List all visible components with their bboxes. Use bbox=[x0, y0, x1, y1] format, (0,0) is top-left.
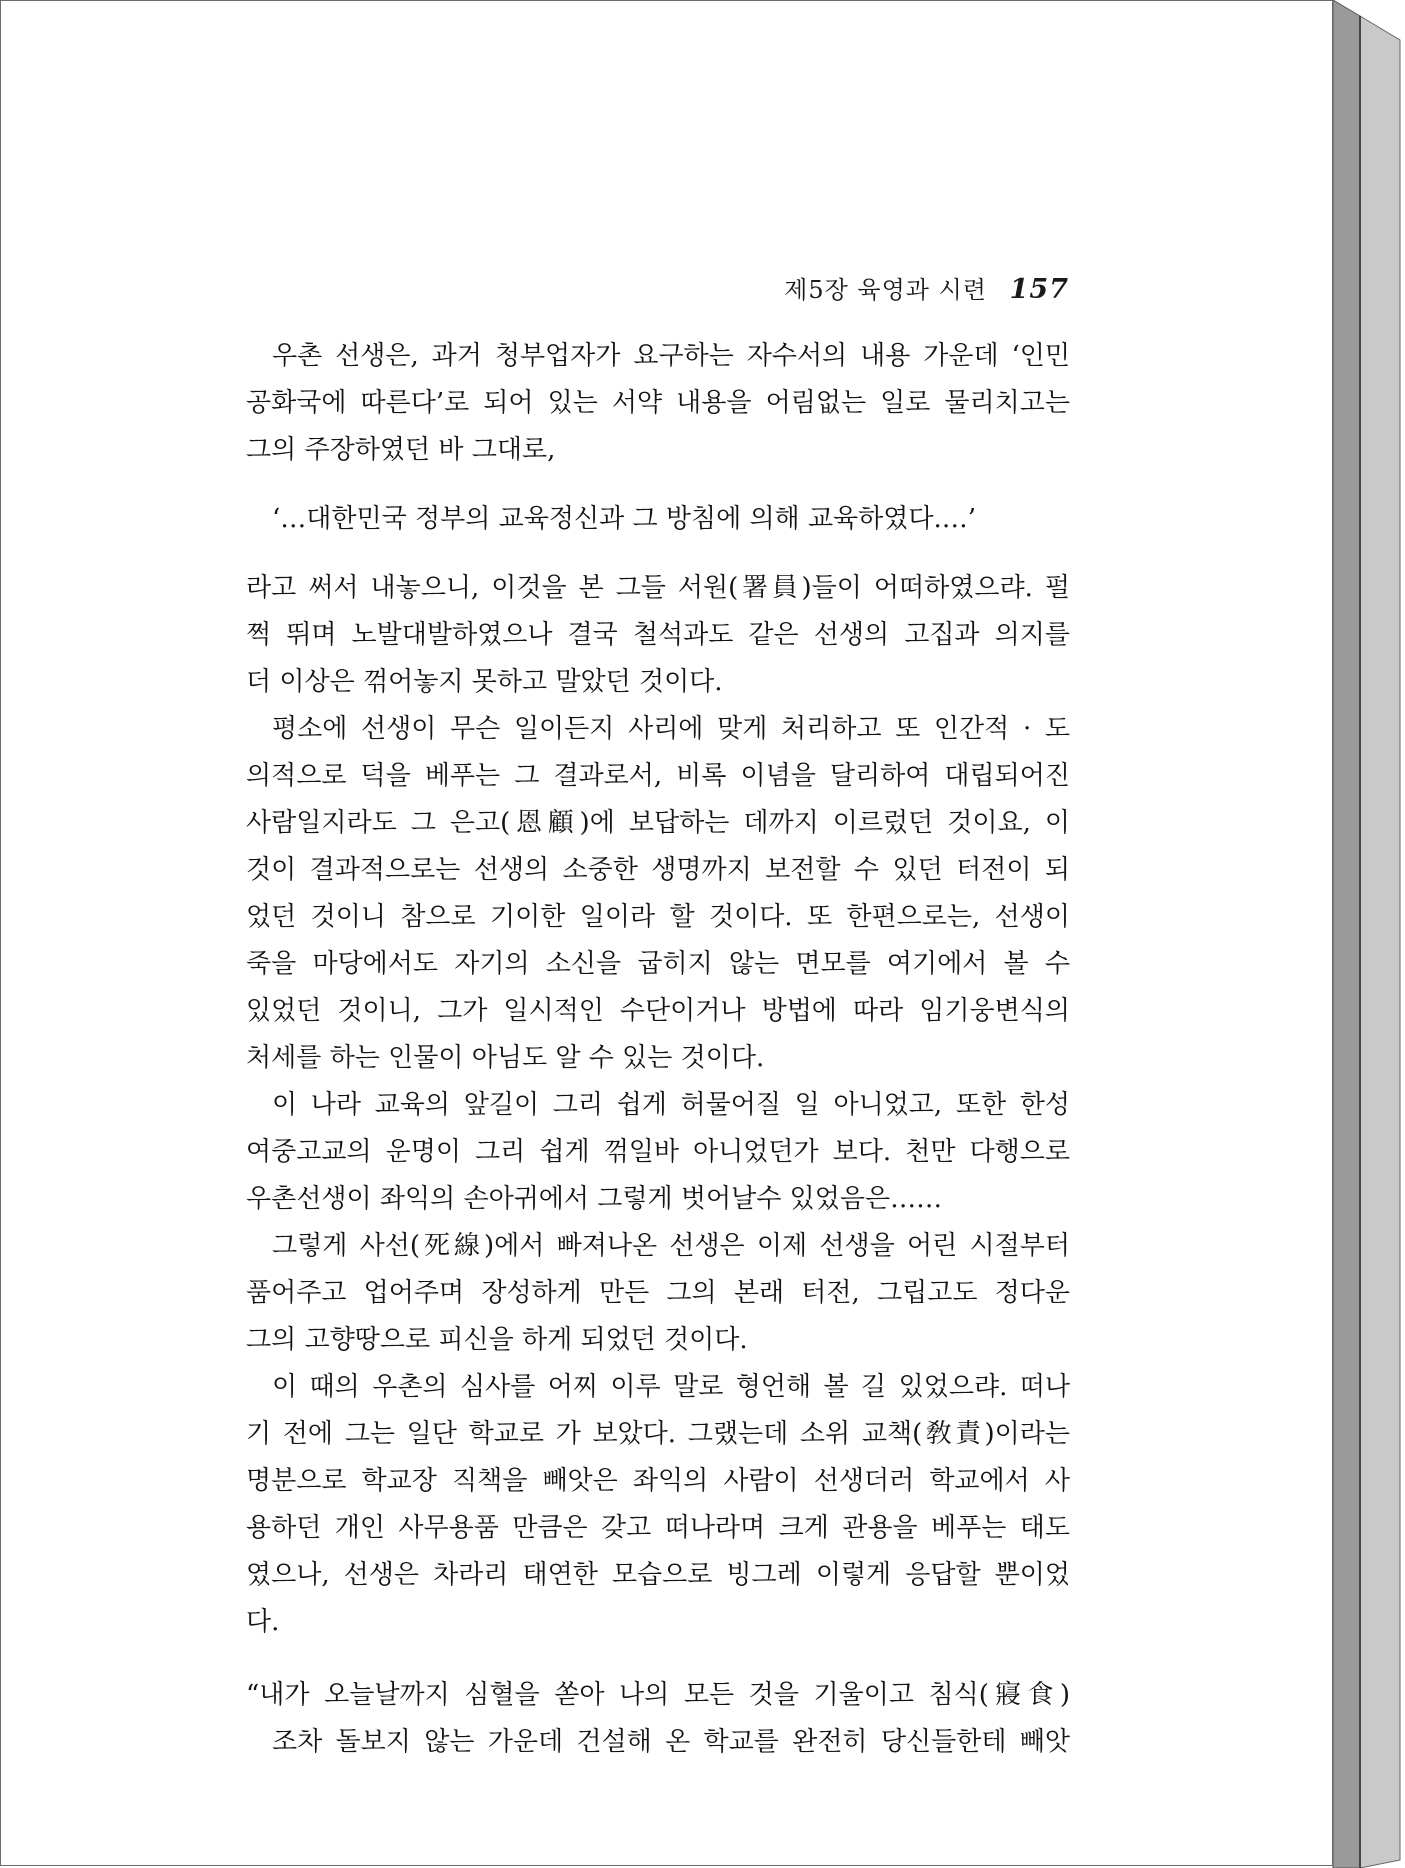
text-line: 있었던 것이니, 그가 일시적인 수단이거나 방법에 따라 임기웅변식의 bbox=[246, 996, 1070, 1026]
text-line: 명분으로 학교장 직책을 빼앗은 좌익의 사람이 선생더러 학교에서 사 bbox=[246, 1466, 1070, 1496]
text-line: 의적으로 덕을 베푸는 그 결과로서, 비록 이념을 달리하여 대립되어진 bbox=[246, 761, 1070, 791]
text-line: 쩍 뛰며 노발대발하였으나 결국 철석과도 같은 선생의 고집과 의지를 bbox=[246, 620, 1070, 650]
spacer bbox=[246, 474, 1070, 496]
text-line: 품어주고 업어주며 장성하게 만든 그의 본래 터전, 그립고도 정다운 bbox=[246, 1278, 1070, 1308]
text-line: 처세를 하는 인물이 아님도 알 수 있는 것이다. bbox=[246, 1043, 765, 1073]
quote-line: “내가 오늘날까지 심혈을 쏟아 나의 모든 것을 기울이고 침식(寢食) bbox=[246, 1680, 1070, 1710]
page-number: 157 bbox=[1009, 274, 1069, 305]
text-line: 그렇게 사선(死線)에서 빠져나온 선생은 이제 선생을 어린 시절부터 bbox=[272, 1231, 1070, 1261]
text-line: 었던 것이니 참으로 기이한 일이라 할 것이다. 또 한편으로는, 선생이 bbox=[246, 902, 1070, 932]
text-line: 이 나라 교육의 앞길이 그리 쉽게 허물어질 일 아니었고, 또한 한성 bbox=[272, 1090, 1070, 1120]
spacer bbox=[246, 1646, 1070, 1672]
paragraph bbox=[246, 1223, 1070, 1364]
text-line: 여중고교의 운명이 그리 쉽게 꺾일바 아니었던가 보다. 천만 다행으로 bbox=[246, 1137, 1070, 1167]
text-line: 우촌선생이 좌익의 손아귀에서 그렇게 벗어날수 있었음은…… bbox=[246, 1184, 943, 1214]
text-line: 그의 주장하였던 바 그대로, bbox=[246, 435, 556, 465]
paragraph bbox=[246, 1082, 1070, 1223]
text-line: 사람일지라도 그 은고(恩顧)에 보답하는 데까지 이르렀던 것이요, 이 bbox=[246, 808, 1070, 838]
text-line: 였으나, 선생은 차라리 태연한 모습으로 빙그레 이렇게 응답할 뿐이었 bbox=[246, 1560, 1070, 1590]
paragraph bbox=[246, 1364, 1070, 1646]
text-line: 이 때의 우촌의 심사를 어찌 이루 말로 형언해 볼 길 있었으랴. 떠나 bbox=[272, 1372, 1070, 1402]
spacer bbox=[246, 543, 1070, 565]
block-quote: ‘…대한민국 정부의 교육정신과 그 방침에 의해 교육하였다.…’ bbox=[272, 504, 977, 534]
text-line: 더 이상은 꺾어놓지 못하고 말았던 것이다. bbox=[246, 667, 723, 697]
paragraph bbox=[246, 565, 1070, 706]
text-line: 라고 써서 내놓으니, 이것을 본 그들 서원(署員)들이 어떠하였으랴. 펄 bbox=[246, 573, 1070, 603]
text-line: 용하던 개인 사무용품 만큼은 갖고 떠나라며 크게 관용을 베푸는 태도 bbox=[246, 1513, 1070, 1543]
paragraph bbox=[246, 333, 1070, 474]
text-line: 것이 결과적으로는 선생의 소중한 생명까지 보전할 수 있던 터전이 되 bbox=[246, 855, 1070, 885]
chapter-title: 제5장 육영과 시련 bbox=[784, 276, 987, 304]
block-quote bbox=[246, 1672, 1070, 1766]
body-text bbox=[246, 333, 1070, 1766]
text-line: 그의 고향땅으로 피신을 하게 되었던 것이다. bbox=[246, 1325, 748, 1355]
text-line: 기 전에 그는 일단 학교로 가 보았다. 그랬는데 소위 교책(敎責)이라는 bbox=[246, 1419, 1070, 1449]
text-line: 공화국에 따른다’로 되어 있는 서약 내용을 어림없는 일로 물리치고는 bbox=[246, 388, 1070, 418]
text-line: 죽을 마당에서도 자기의 소신을 굽히지 않는 면모를 여기에서 볼 수 bbox=[246, 949, 1070, 979]
text-line: 평소에 선생이 무슨 일이든지 사리에 맞게 처리하고 또 인간적 · 도 bbox=[272, 714, 1070, 744]
text-line: 다. bbox=[246, 1607, 280, 1637]
running-head bbox=[784, 270, 1069, 305]
quote-line: 조차 돌보지 않는 가운데 건설해 온 학교를 완전히 당신들한테 빼앗 bbox=[272, 1727, 1070, 1757]
paragraph bbox=[246, 706, 1070, 1082]
text-line: 우촌 선생은, 과거 청부업자가 요구하는 자수서의 내용 가운데 ‘인민 bbox=[272, 341, 1070, 371]
